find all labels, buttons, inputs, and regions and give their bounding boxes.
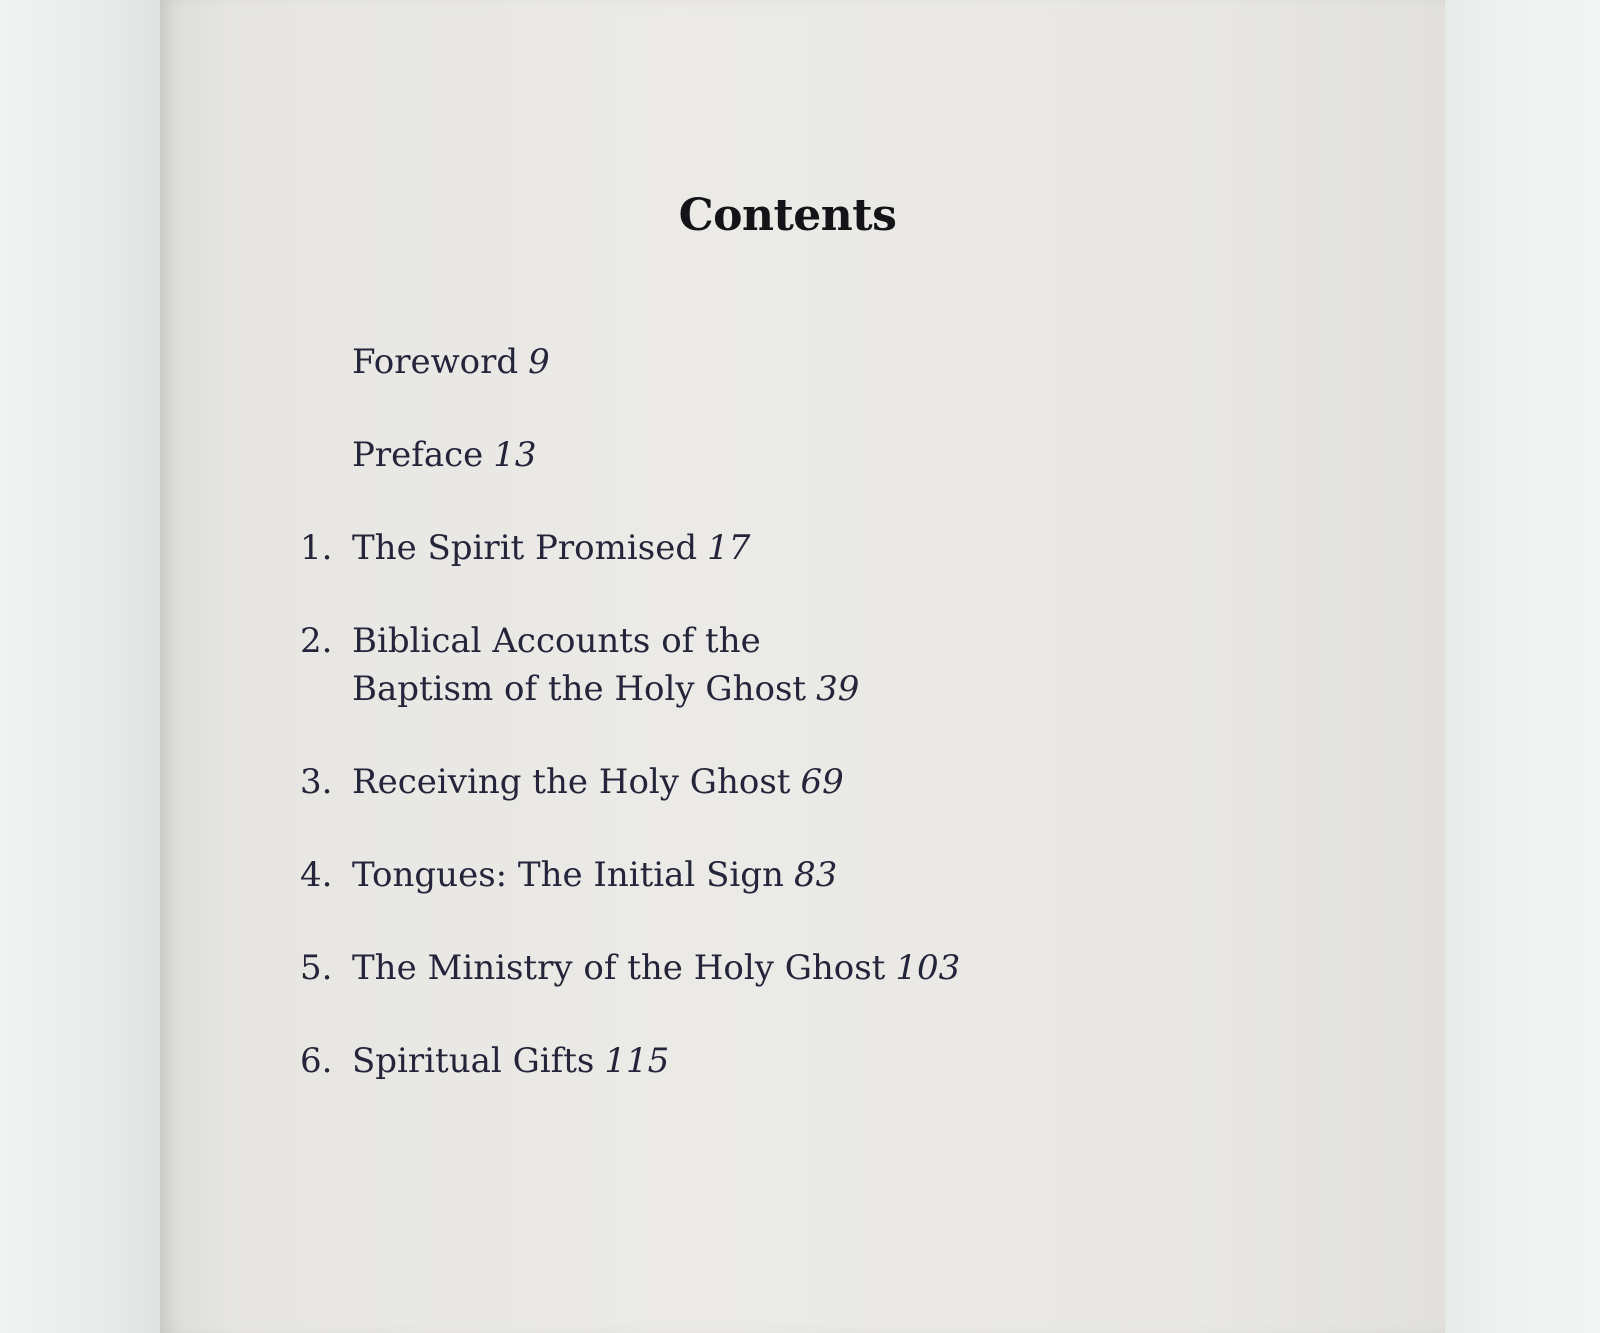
entry-page-number: 13 (493, 435, 537, 475)
entry-page-number: 69 (800, 762, 844, 802)
entry-text (352, 758, 1200, 806)
toc-entry-chapter-1 (300, 524, 1200, 572)
entry-number: 6. (300, 1041, 333, 1081)
entry-title-line (352, 338, 1200, 386)
entry-page-number: 83 (793, 855, 838, 895)
toc-entry-chapter-6 (300, 1037, 1200, 1085)
entry-page-number: 9 (528, 342, 550, 382)
entry-text (352, 1037, 1200, 1085)
toc-entry-preface (300, 431, 1200, 479)
entry-title: The Ministry of the Holy Ghost (352, 948, 886, 988)
entry-page-number: 103 (895, 948, 961, 988)
entry-title-line (352, 665, 1200, 713)
entry-number: 5. (300, 948, 333, 988)
entry-title: The Spirit Promised (352, 528, 698, 568)
entry-number: 3. (300, 762, 333, 802)
toc-entry-chapter-3 (300, 758, 1200, 806)
entry-text (352, 431, 1200, 479)
entry-text (352, 338, 1200, 386)
entry-title-line (352, 1037, 1200, 1085)
entry-text (352, 851, 1200, 899)
entry-title: Foreword (352, 342, 519, 382)
entry-number: 2. (300, 621, 333, 661)
toc-entry-foreword (300, 338, 1200, 386)
entry-title-line (352, 524, 1200, 572)
entry-number: 4. (300, 855, 333, 895)
entry-title-line (352, 758, 1200, 806)
page-title: Contents (678, 190, 897, 241)
toc-entry-chapter-5 (300, 944, 1200, 992)
entry-title-line (352, 851, 1200, 899)
entry-title: Receiving the Holy Ghost (352, 762, 791, 802)
entry-page-number: 17 (707, 528, 751, 568)
entry-title: Preface (352, 435, 484, 475)
entry-text (352, 944, 1200, 992)
entry-text (352, 524, 1200, 572)
table-of-contents (300, 338, 1200, 1085)
entry-number: 1. (300, 528, 333, 568)
entry-title: Spiritual Gifts (352, 1041, 595, 1081)
entry-title-line: Biblical Accounts of the (352, 621, 761, 661)
entry-title: Baptism of the Holy Ghost (352, 669, 807, 709)
entry-page-number: 39 (816, 669, 860, 709)
entry-text (352, 617, 1200, 713)
entry-title: Tongues: The Initial Sign (352, 855, 784, 895)
entry-page-number: 115 (604, 1041, 670, 1081)
entry-title-line (352, 944, 1200, 992)
toc-entry-chapter-4 (300, 851, 1200, 899)
entry-title-line (352, 431, 1200, 479)
toc-entry-chapter-2 (300, 617, 1200, 713)
